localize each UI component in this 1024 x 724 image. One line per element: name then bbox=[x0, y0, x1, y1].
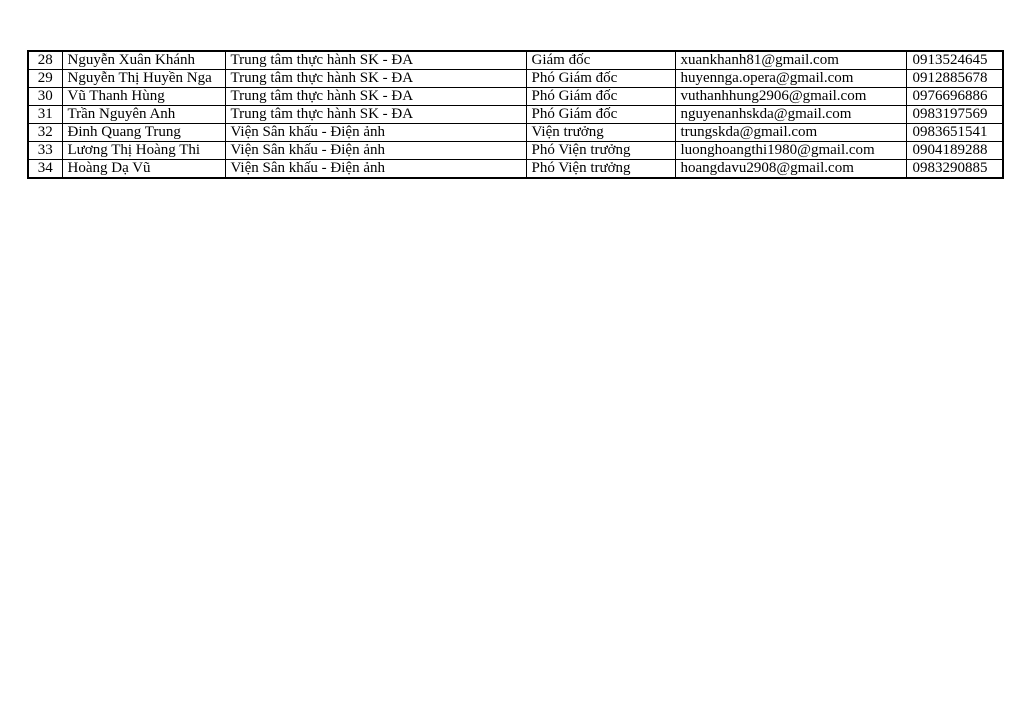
cell-phone: 0912885678 bbox=[906, 70, 1003, 88]
cell-stt: 30 bbox=[28, 88, 62, 106]
cell-name: Nguyễn Xuân Khánh bbox=[62, 51, 225, 70]
cell-stt: 31 bbox=[28, 106, 62, 124]
cell-stt: 29 bbox=[28, 70, 62, 88]
cell-position: Phó Giám đốc bbox=[526, 70, 675, 88]
cell-position: Viện trưởng bbox=[526, 124, 675, 142]
cell-name: Vũ Thanh Hùng bbox=[62, 88, 225, 106]
cell-phone: 0976696886 bbox=[906, 88, 1003, 106]
cell-stt: 28 bbox=[28, 51, 62, 70]
cell-phone: 0983197569 bbox=[906, 106, 1003, 124]
cell-email: vuthanhhung2906@gmail.com bbox=[675, 88, 906, 106]
cell-stt: 34 bbox=[28, 160, 62, 179]
cell-department: Viện Sân khấu - Điện ảnh bbox=[225, 160, 526, 179]
table-row bbox=[28, 160, 1003, 179]
cell-name: Nguyễn Thị Huyền Nga bbox=[62, 70, 225, 88]
cell-email: hoangdavu2908@gmail.com bbox=[675, 160, 906, 179]
cell-email: nguyenanhskda@gmail.com bbox=[675, 106, 906, 124]
cell-email: trungskda@gmail.com bbox=[675, 124, 906, 142]
table-row bbox=[28, 88, 1003, 106]
table-row bbox=[28, 51, 1003, 70]
cell-name: Đinh Quang Trung bbox=[62, 124, 225, 142]
cell-position: Phó Viện trưởng bbox=[526, 160, 675, 179]
table-row bbox=[28, 70, 1003, 88]
cell-department: Trung tâm thực hành SK - ĐA bbox=[225, 51, 526, 70]
cell-phone: 0904189288 bbox=[906, 142, 1003, 160]
cell-department: Viện Sân khấu - Điện ảnh bbox=[225, 142, 526, 160]
contact-table bbox=[27, 50, 1004, 179]
cell-phone: 0913524645 bbox=[906, 51, 1003, 70]
cell-name: Lương Thị Hoàng Thi bbox=[62, 142, 225, 160]
cell-phone: 0983651541 bbox=[906, 124, 1003, 142]
cell-email: huyennga.opera@gmail.com bbox=[675, 70, 906, 88]
cell-department: Trung tâm thực hành SK - ĐA bbox=[225, 70, 526, 88]
cell-email: xuankhanh81@gmail.com bbox=[675, 51, 906, 70]
cell-department: Viện Sân khấu - Điện ảnh bbox=[225, 124, 526, 142]
cell-stt: 33 bbox=[28, 142, 62, 160]
table-row bbox=[28, 124, 1003, 142]
table-row bbox=[28, 106, 1003, 124]
cell-email: luonghoangthi1980@gmail.com bbox=[675, 142, 906, 160]
cell-position: Phó Giám đốc bbox=[526, 88, 675, 106]
cell-stt: 32 bbox=[28, 124, 62, 142]
cell-position: Giám đốc bbox=[526, 51, 675, 70]
cell-phone: 0983290885 bbox=[906, 160, 1003, 179]
cell-name: Trần Nguyên Anh bbox=[62, 106, 225, 124]
cell-position: Phó Viện trưởng bbox=[526, 142, 675, 160]
contact-table-body bbox=[28, 51, 1003, 178]
cell-name: Hoàng Dạ Vũ bbox=[62, 160, 225, 179]
cell-department: Trung tâm thực hành SK - ĐA bbox=[225, 106, 526, 124]
cell-position: Phó Giám đốc bbox=[526, 106, 675, 124]
table-row bbox=[28, 142, 1003, 160]
cell-department: Trung tâm thực hành SK - ĐA bbox=[225, 88, 526, 106]
